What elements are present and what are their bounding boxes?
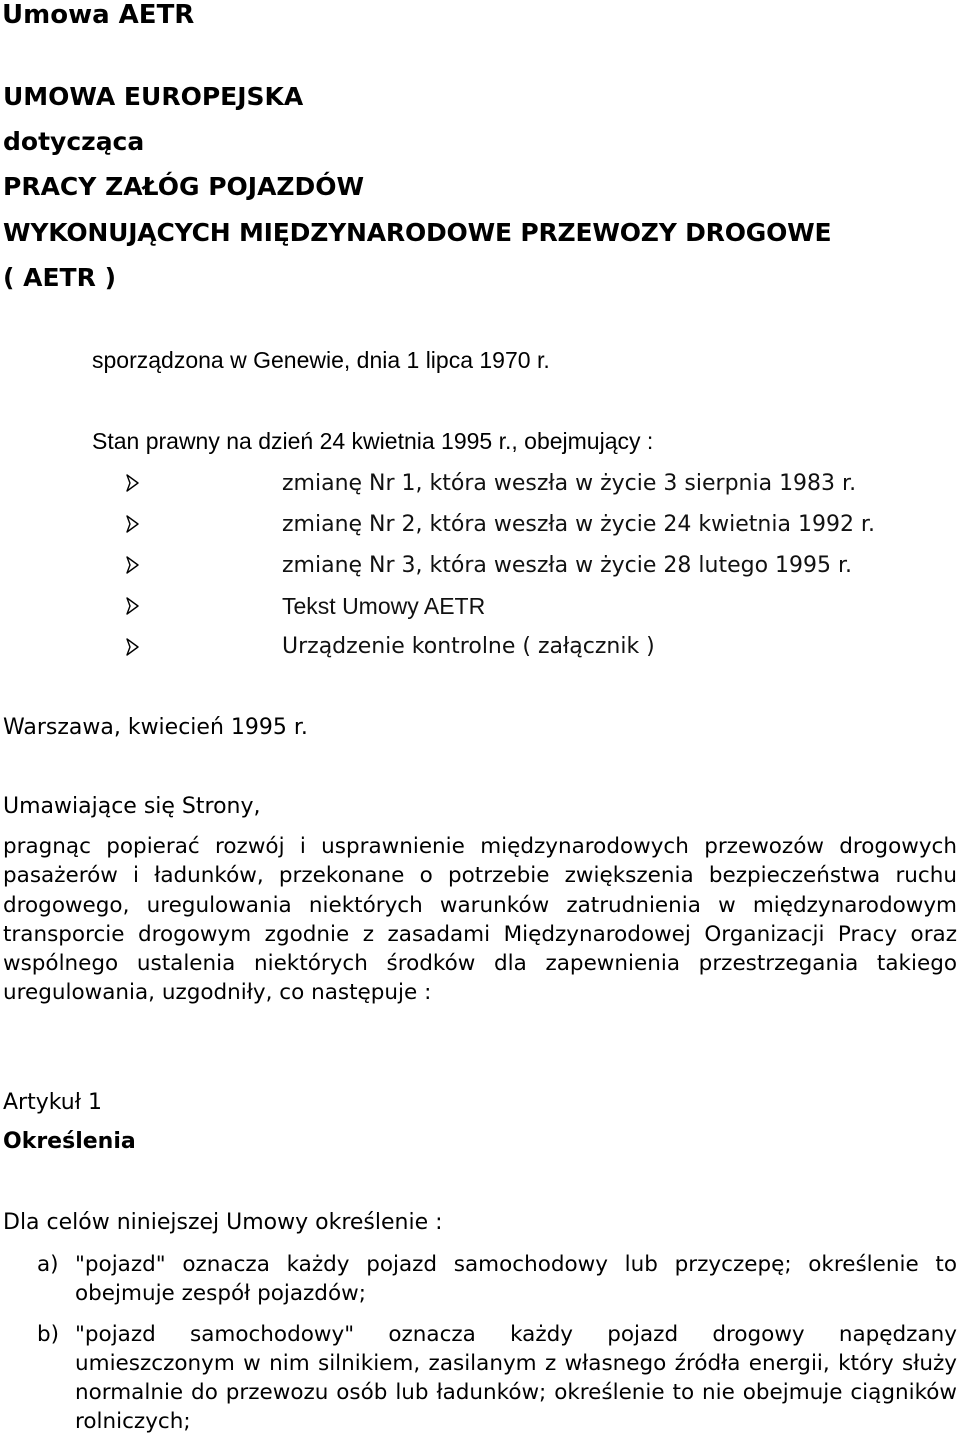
article-title: Określenia: [3, 1129, 136, 1154]
chevron-right-icon: [126, 638, 140, 656]
chevron-right-icon: [126, 474, 140, 492]
status-line: Stan prawny na dzień 24 kwietnia 1995 r., obejmujący :: [92, 428, 654, 454]
definition-item-b: [3, 1320, 957, 1436]
header-line-4: WYKONUJĄCYCH MIĘDZYNARODOWE PRZEWOZY DROGOWE: [3, 218, 832, 247]
bullet-item-5: Urządzenie kontrolne ( załącznik ): [282, 634, 655, 659]
definitions-intro: Dla celów niniejszej Umowy określenie :: [3, 1210, 443, 1235]
bullet-item-4: Tekst Umowy AETR: [282, 593, 486, 619]
header-line-3: PRACY ZAŁÓG POJAZDÓW: [3, 172, 365, 201]
chevron-right-icon: [126, 515, 140, 533]
header-line-1: UMOWA EUROPEJSKA: [3, 82, 304, 111]
header-line-2: dotycząca: [3, 127, 145, 156]
bullet-item-3: zmianę Nr 3, która weszła w życie 28 lutego 1995 r.: [282, 553, 853, 578]
header-line-5: ( AETR ): [3, 263, 116, 292]
document-title: Umowa AETR: [2, 0, 195, 30]
bullet-item-2: zmianę Nr 2, która weszła w życie 24 kwietnia 1992 r.: [282, 512, 875, 537]
definition-text: "pojazd" oznacza każdy pojazd samochodowy lub przyczepę; określenie to obejmuje zespół pojazdów;: [75, 1252, 957, 1306]
chevron-right-icon: [126, 556, 140, 574]
parties-line: Umawiające się Strony,: [3, 794, 261, 819]
signed-line: sporządzona w Genewie, dnia 1 lipca 1970 r.: [92, 347, 550, 373]
definition-marker: b): [37, 1322, 60, 1347]
definition-item-a: [3, 1250, 957, 1308]
definition-text: "pojazd samochodowy" oznacza każdy pojazd drogowy napędzany umieszczonym w nim silnikiem, zasilanym z własnego źródła energii, który służy normalnie do przewozu osób lub ładunków; określenie to nie obejmuje ciągników rolniczych;: [75, 1322, 957, 1434]
chevron-right-icon: [126, 597, 140, 615]
bullet-item-1: zmianę Nr 1, która weszła w życie 3 sierpnia 1983 r.: [282, 471, 857, 496]
article-label: Artykuł 1: [3, 1090, 102, 1115]
place-date: Warszawa, kwiecień 1995 r.: [3, 715, 308, 740]
definition-marker: a): [37, 1252, 59, 1277]
preamble-paragraph: pragnąc popierać rozwój i usprawnienie międzynarodowych przewozów drogowych pasażerów i ładunków, przekonane o potrzebie zwiększenia bezpieczeństwa ruchu drogowego, uregulowania niektórych warunków zatrudnienia w międzynarodowym transporcie drogowym zgodnie z zasadami Międzynarodowej Organizacji Pracy oraz wspólnego ustalenia niektórych środków dla zapewnienia przestrzegania takiego uregulowania, uzgodniły, co następuje :: [3, 834, 957, 1006]
